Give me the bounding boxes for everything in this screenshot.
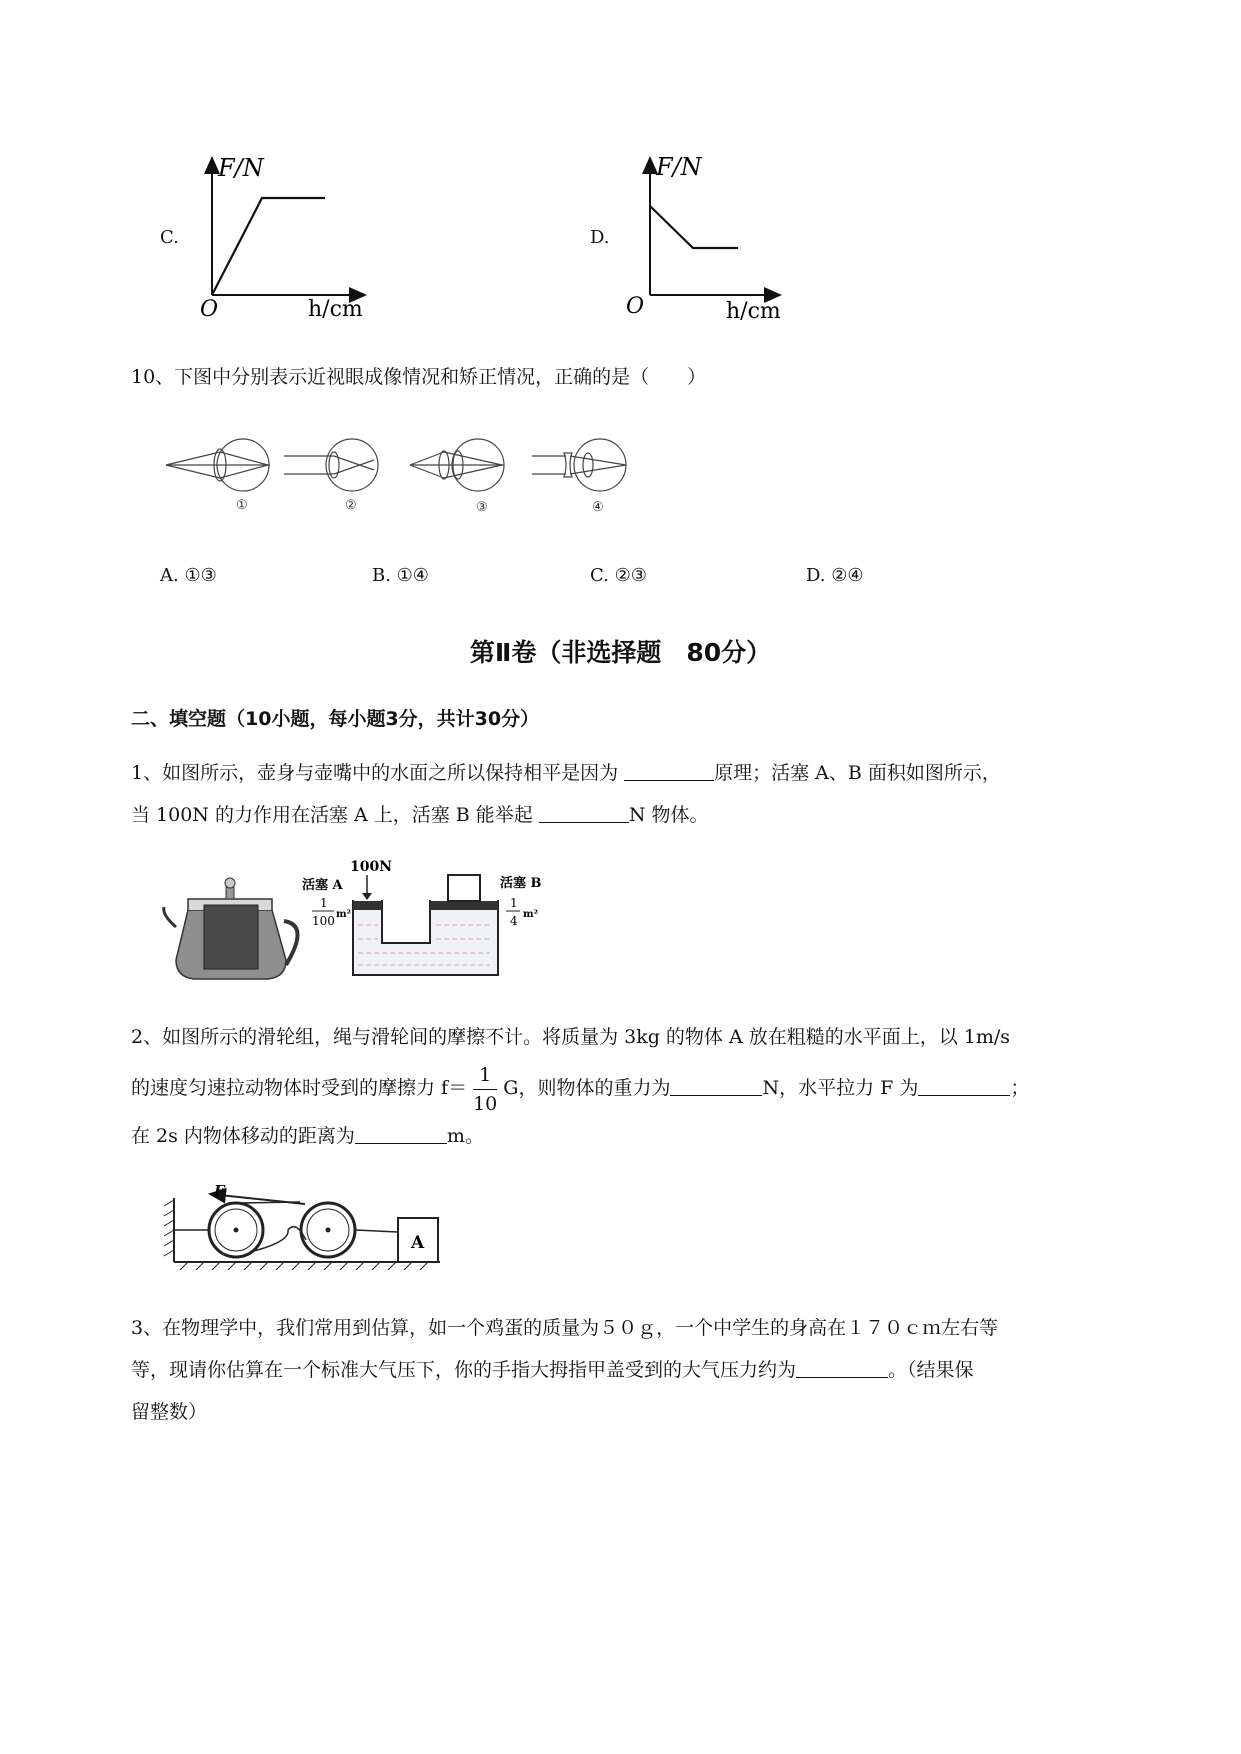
graph-d-xlabel: h/cm (726, 299, 781, 324)
fill2-line3-a: 在 2s 内物体移动的距离为 (131, 1125, 355, 1147)
piston-a-label: 活塞 A (302, 878, 343, 893)
force-f-label: F (214, 1182, 225, 1200)
eye-label-3: ③ (476, 500, 488, 515)
fill3-blank-1[interactable] (796, 1359, 888, 1378)
fill2-blank-2[interactable] (918, 1077, 1010, 1096)
graph-c-xlabel: h/cm (308, 297, 363, 322)
fill3-line3: 留整数） (131, 1401, 208, 1423)
q10-option-a: A. ①③ (160, 565, 217, 586)
eye-label-4: ④ (592, 500, 604, 515)
fill2-line2-d: ； (1010, 1077, 1030, 1099)
fill3-line2-a: 等，现请你估算在一个标准大气压下，你的手指大拇指甲盖受到的大气压力约为 (131, 1359, 797, 1381)
fill1-text (131, 752, 1141, 836)
option-c-label: C. (160, 227, 179, 248)
block-a-label: A (411, 1233, 425, 1253)
eye-diagram-4 (532, 439, 626, 491)
hydraulic-press (353, 875, 498, 975)
graph-d-curve (650, 206, 738, 248)
fill2-line2-c: N，水平拉力 F 为 (762, 1077, 919, 1099)
fill3-line2-b: 。（结果保 (888, 1359, 974, 1381)
fill2-line1: 2、如图所示的滑轮组，绳与滑轮间的摩擦不计。将质量为 3kg 的物体 A 放在粗糙的水平面上，以 1m/s (131, 1026, 1011, 1048)
graph-d (620, 150, 795, 330)
fill2-frac-num: 1 (479, 1063, 492, 1086)
fill1-force-label: 100N (350, 859, 393, 875)
fill2-frac-den: 10 (473, 1092, 498, 1115)
q10-text: 10、下图中分别表示近视眼成像情况和矫正情况，正确的是（ ） (131, 366, 707, 388)
q10-option-d: D. ②④ (806, 565, 864, 586)
graph-c-curve (212, 198, 325, 295)
fill1-line1-b: 原理；活塞 A、B 面积如图所示， (714, 762, 1001, 784)
piston-a-area-num: 1 (320, 896, 328, 910)
option-d-label: D. (590, 227, 610, 248)
fill2-line2 (131, 1058, 1029, 1118)
fill2-fraction (473, 1063, 497, 1116)
piston-a-area-den: 100 (312, 914, 335, 928)
q10-eye-figure (160, 432, 640, 517)
fill2-line3-b: m。 (446, 1125, 484, 1147)
fill2-blank-1[interactable] (670, 1077, 762, 1096)
piston-b-area-den: 4 (510, 914, 518, 928)
fill1-line2-a: 当 100N 的力作用在活塞 A 上，活塞 B 能举起 (131, 804, 539, 826)
fill1-blank-2[interactable] (539, 804, 629, 823)
q10-option-c: C. ②③ (590, 565, 647, 586)
graph-c (190, 150, 380, 325)
graph-d-origin: O (626, 294, 645, 319)
fill3-line1: 3、在物理学中，我们常用到估算，如一个鸡蛋的质量为５０ｇ，一个中学生的身高在１７０ｃｍ左右等 (131, 1317, 999, 1339)
fill1-line2-b: N 物体。 (628, 804, 709, 826)
eye-label-1: ① (236, 498, 248, 513)
q10-option-b: B. ①④ (372, 565, 429, 586)
graph-c-ylabel: F/N (218, 154, 264, 182)
fill2-pulley-figure (160, 1180, 460, 1275)
fill3-text (131, 1307, 1141, 1433)
fill1-figure (160, 855, 560, 985)
fill2-line2-b: G，则物体的重力为 (503, 1077, 671, 1099)
fill2-line2-a: 的速度匀速拉动物体时受到的摩擦力 f＝ (131, 1077, 468, 1099)
fill2-blank-3[interactable] (355, 1125, 447, 1144)
section-title: 第Ⅱ卷（非选择题 80分） (469, 638, 772, 667)
eye-diagram-2 (284, 439, 378, 491)
graph-c-origin: O (200, 297, 219, 322)
piston-b-label: 活塞 B (500, 876, 542, 891)
eye-label-2: ② (345, 498, 357, 513)
teapot-image (164, 878, 298, 979)
fill1-blank-1[interactable] (624, 762, 714, 781)
graph-d-ylabel: F/N (656, 153, 702, 181)
fill1-line1-a: 1、如图所示，壶身与壶嘴中的水面之所以保持相平是因为 (131, 762, 625, 784)
piston-b-area-num: 1 (510, 896, 518, 910)
section-subtitle: 二、填空题（10小题，每小题3分，共计30分） (131, 708, 540, 730)
piston-a-area-unit: m² (336, 909, 351, 920)
fill2-line3 (131, 1115, 484, 1157)
piston-b-area-unit: m² (523, 909, 538, 920)
eye-diagram-3 (410, 439, 504, 491)
eye-diagram-1 (166, 439, 270, 491)
